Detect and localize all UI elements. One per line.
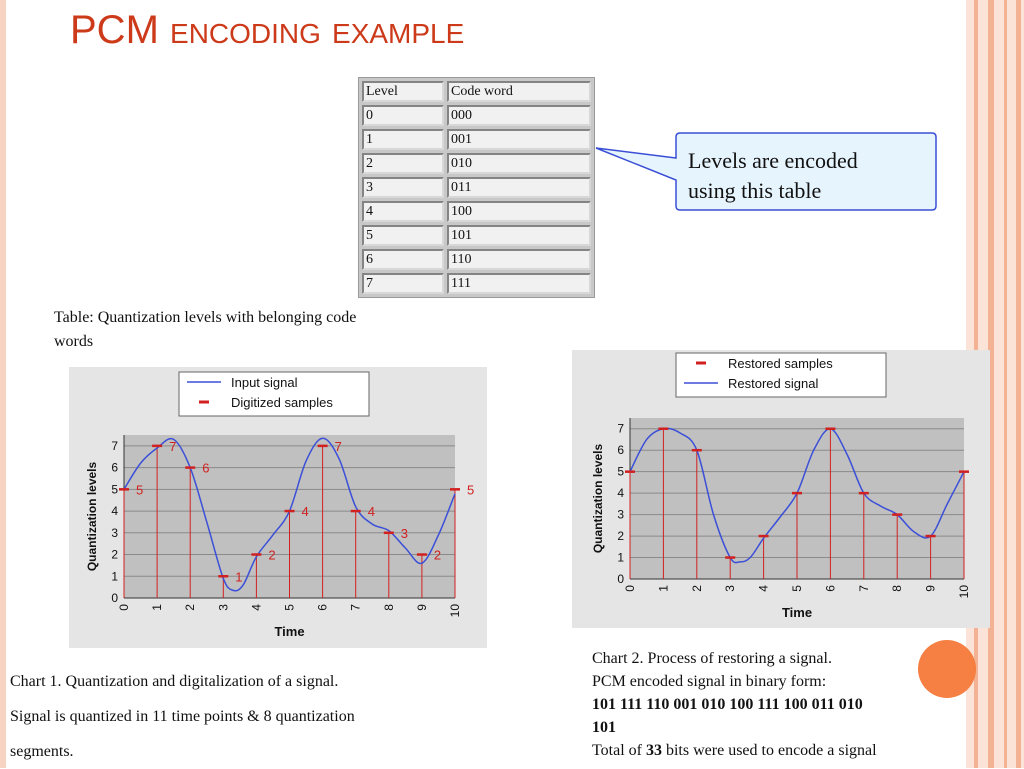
total-suffix: bits were used to encode a signal (661, 742, 877, 759)
callout-text (688, 146, 928, 206)
x-tick-label: 4 (249, 604, 264, 611)
legend-entry-0: Restored samples (728, 356, 833, 371)
table-caption-line-1: Table: Quantization levels with belonging code (54, 309, 357, 326)
x-tick-label: 0 (117, 604, 131, 611)
y-tick-label: 7 (617, 421, 624, 436)
x-tick-label: 0 (623, 585, 637, 592)
callout-line-2: using this table (688, 178, 822, 203)
slide-title (70, 8, 464, 53)
cell-code-word: 111 (447, 273, 591, 294)
x-tick-label: 5 (790, 585, 804, 592)
sample-label: 5 (467, 482, 475, 498)
table-caption (54, 306, 356, 354)
x-tick-label: 8 (890, 585, 905, 592)
chart-2-caption-binary-end: 101 (592, 719, 616, 736)
y-tick-label: 4 (617, 486, 624, 501)
y-tick-label: 3 (617, 507, 624, 522)
x-tick-label: 8 (381, 604, 396, 611)
title-rest: encoding example (170, 8, 465, 52)
left-decorative-rule (0, 0, 6, 768)
y-tick-label: 1 (111, 569, 118, 584)
y-axis-title: Quantization levels (591, 443, 605, 554)
x-tick-label: 4 (756, 585, 771, 592)
table-caption-line-2: words (54, 333, 94, 350)
x-tick-label: 2 (689, 585, 704, 592)
x-tick-label: 9 (414, 604, 429, 611)
header-level: Level (362, 81, 444, 102)
x-axis-title: Time (781, 605, 813, 620)
y-axis-title: Quantization levels (85, 461, 99, 572)
table-row (362, 249, 591, 270)
x-tick-label: 5 (282, 604, 297, 611)
cell-level: 5 (362, 225, 444, 246)
orange-decorative-circle (918, 640, 976, 698)
chart-1-caption (10, 664, 355, 769)
y-tick-label: 0 (617, 572, 624, 586)
sample-label: 1 (235, 569, 243, 585)
cell-code-word: 010 (447, 153, 591, 174)
y-tick-label: 7 (111, 438, 118, 453)
chart-2-caption (592, 647, 877, 762)
chart-2-caption-line-1: Chart 2. Process of restoring a signal. (592, 650, 832, 667)
x-tick-label: 3 (216, 604, 231, 611)
table-row (362, 105, 591, 126)
cell-level: 7 (362, 273, 444, 294)
y-tick-label: 0 (111, 591, 118, 605)
x-tick-label: 6 (823, 585, 838, 592)
x-tick-label: 1 (656, 585, 671, 592)
sample-label: 4 (301, 504, 309, 520)
y-tick-label: 6 (617, 443, 624, 458)
legend-entry-1: Restored signal (728, 376, 819, 391)
sample-label: 3 (400, 525, 409, 541)
total-prefix: Total of (592, 742, 646, 759)
title-main: PCM (70, 8, 159, 52)
chart-1-quantization (69, 367, 487, 648)
cell-code-word: 110 (447, 249, 591, 270)
cell-level: 0 (362, 105, 444, 126)
y-tick-label: 3 (111, 525, 118, 540)
x-tick-label: 3 (723, 585, 738, 592)
y-tick-label: 5 (617, 464, 624, 479)
chart-2-caption-total (592, 739, 877, 762)
total-bits: 33 (645, 742, 662, 759)
x-tick-label: 10 (957, 585, 971, 599)
cell-code-word: 011 (447, 177, 591, 198)
cell-level: 4 (362, 201, 444, 222)
sample-label: 7 (334, 438, 342, 454)
y-tick-label: 1 (617, 550, 624, 565)
y-tick-label: 6 (111, 460, 118, 475)
chart-1-caption-line-1: Chart 1. Quantization and digitalization of a signal. (10, 673, 339, 690)
table-row (362, 153, 591, 174)
code-word-table (358, 77, 595, 298)
y-tick-label: 4 (111, 504, 118, 519)
chart-2-caption-line-2: PCM encoded signal in binary form: (592, 673, 827, 690)
cell-code-word: 001 (447, 129, 591, 150)
sample-label: 6 (202, 460, 210, 476)
y-tick-label: 2 (111, 547, 118, 562)
cell-level: 6 (362, 249, 444, 270)
chart-2-caption-binary: 101 111 110 001 010 100 111 100 011 010 (592, 696, 863, 713)
sample-label: 5 (136, 482, 144, 498)
x-tick-label: 7 (856, 585, 871, 592)
table-row (362, 225, 591, 246)
legend-entry-1: Digitized samples (231, 395, 333, 410)
table-row (362, 129, 591, 150)
table-row (362, 177, 591, 198)
table-header-row (362, 81, 591, 102)
sample-label: 2 (433, 547, 442, 563)
callout-line-1: Levels are encoded (688, 148, 858, 173)
legend-entry-0: Input signal (231, 375, 298, 390)
cell-code-word: 000 (447, 105, 591, 126)
x-tick-label: 1 (150, 604, 165, 611)
table-row (362, 273, 591, 294)
header-code-word: Code word (447, 81, 591, 102)
sample-label: 4 (367, 504, 375, 520)
chart-2-restoring (572, 350, 990, 628)
y-tick-label: 5 (111, 482, 118, 497)
x-tick-label: 9 (923, 585, 938, 592)
cell-level: 2 (362, 153, 444, 174)
cell-code-word: 101 (447, 225, 591, 246)
cell-level: 3 (362, 177, 444, 198)
x-axis-title: Time (274, 624, 305, 639)
x-tick-label: 6 (315, 604, 330, 611)
table-row (362, 201, 591, 222)
sample-label: 7 (169, 438, 177, 454)
y-tick-label: 2 (617, 529, 624, 544)
x-tick-label: 7 (348, 604, 363, 611)
x-tick-label: 10 (448, 604, 462, 618)
chart-1-caption-line-3: segments. (10, 743, 74, 760)
sample-label: 2 (268, 547, 276, 563)
chart-1-caption-line-2: Signal is quantized in 11 time points & 8 quantization (10, 708, 355, 725)
x-tick-label: 2 (183, 604, 198, 611)
cell-code-word: 100 (447, 201, 591, 222)
cell-level: 1 (362, 129, 444, 150)
